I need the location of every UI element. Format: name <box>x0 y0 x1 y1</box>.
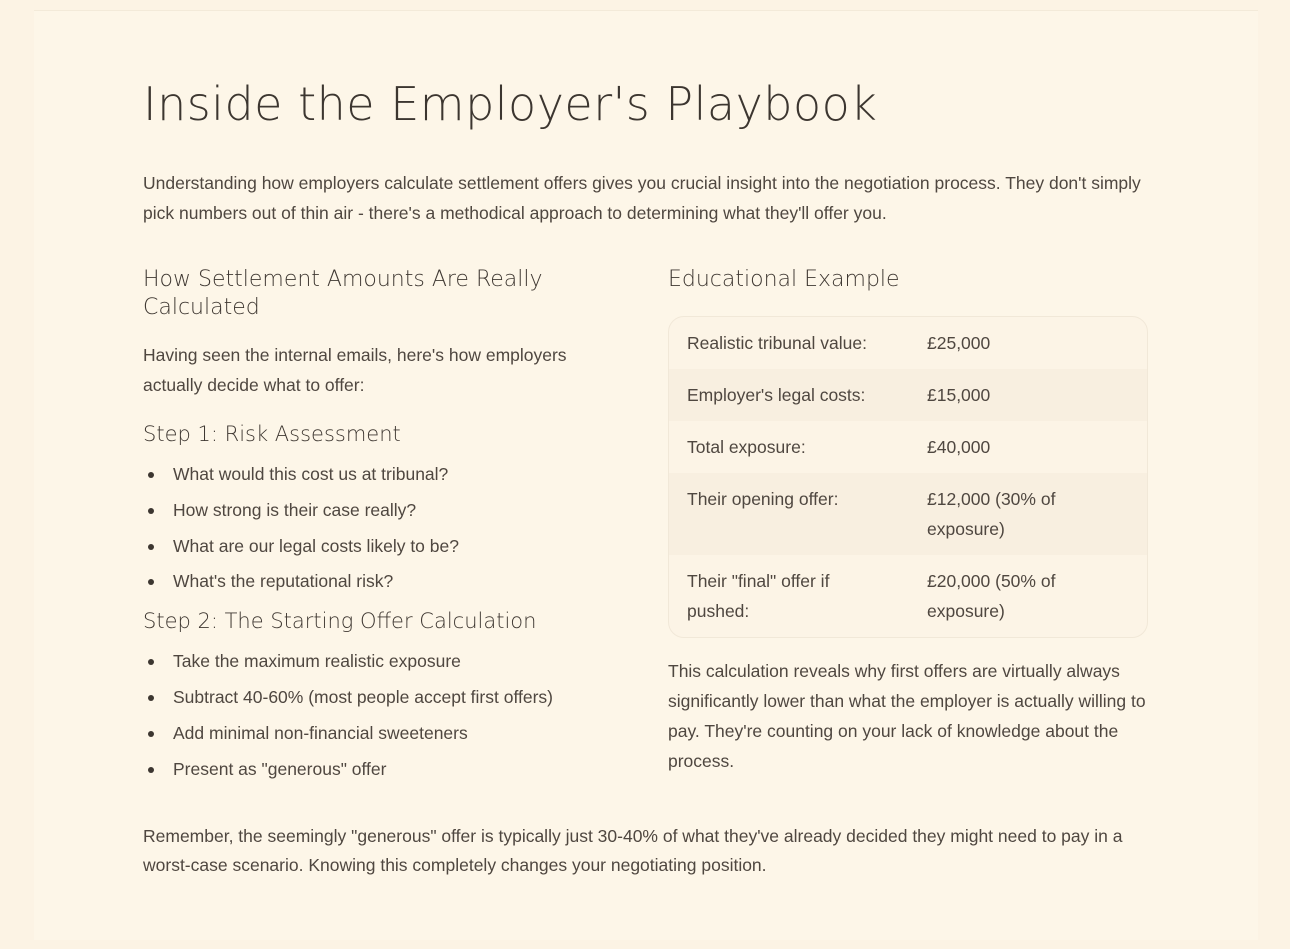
row-label: Their "final" offer if pushed: <box>687 571 830 621</box>
list-item: How strong is their case really? <box>173 500 593 521</box>
list-item: What would this cost us at tribunal? <box>173 464 593 485</box>
list-item: Subtract 40-60% (most people accept first offers) <box>173 687 593 708</box>
list-item: Take the maximum realistic exposure <box>173 651 593 672</box>
example-table <box>668 316 1148 638</box>
example-heading: Educational Example <box>668 267 900 292</box>
left-column <box>143 266 593 794</box>
row-label: Their opening offer: <box>669 473 909 555</box>
step1-list <box>143 464 593 592</box>
step2-heading: Step 2: The Starting Offer Calculation <box>143 609 537 634</box>
table-row <box>669 421 1147 473</box>
table-row <box>669 473 1147 555</box>
list-item: Present as "generous" offer <box>173 759 593 780</box>
table-row <box>669 317 1147 369</box>
list-item: Add minimal non-financial sweeteners <box>173 723 593 744</box>
step1-heading: Step 1: Risk Assessment <box>143 422 401 446</box>
list-item: What's the reputational risk? <box>173 571 593 592</box>
calculation-lead: Having seen the internal emails, here's how employers actually decide what to offer: <box>143 345 567 395</box>
list-item: What are our legal costs likely to be? <box>173 536 593 557</box>
right-column <box>668 266 1148 794</box>
closing-paragraph: Remember, the seemingly "generous" offer is typically just 30-40% of what they've already decided they might need to pay in a worst-case scenario. Knowing this completely changes your negotiating position. <box>143 826 1123 876</box>
row-label: Employer's legal costs: <box>669 369 909 421</box>
row-value: £15,000 <box>909 369 1147 421</box>
row-value: £12,000 (30% of exposure) <box>909 473 1147 555</box>
two-column-section <box>143 266 1148 794</box>
page-title: Inside the Employer's Playbook <box>143 77 878 131</box>
row-value: £40,000 <box>927 437 991 457</box>
article-content <box>143 78 1148 898</box>
intro-paragraph: Understanding how employers calculate settlement offers gives you crucial insight into the negotiation process. They don't simply pick numbers out of thin air - there's a methodical approach to determining what they'll offer you. <box>143 173 1141 223</box>
step2-list <box>143 651 593 779</box>
row-label: Realistic tribunal value: <box>687 333 867 353</box>
row-value: £25,000 <box>927 333 991 353</box>
table-row <box>669 369 1147 421</box>
row-value: £20,000 (50% of exposure) <box>927 571 1056 621</box>
calculation-heading: How Settlement Amounts Are Really Calculated <box>143 267 543 320</box>
table-row <box>669 555 1147 637</box>
row-label: Total exposure: <box>687 437 806 457</box>
example-note: This calculation reveals why first offers are virtually always significantly lower than what the employer is actually willing to pay. They're counting on your lack of knowledge about the process. <box>668 661 1146 771</box>
